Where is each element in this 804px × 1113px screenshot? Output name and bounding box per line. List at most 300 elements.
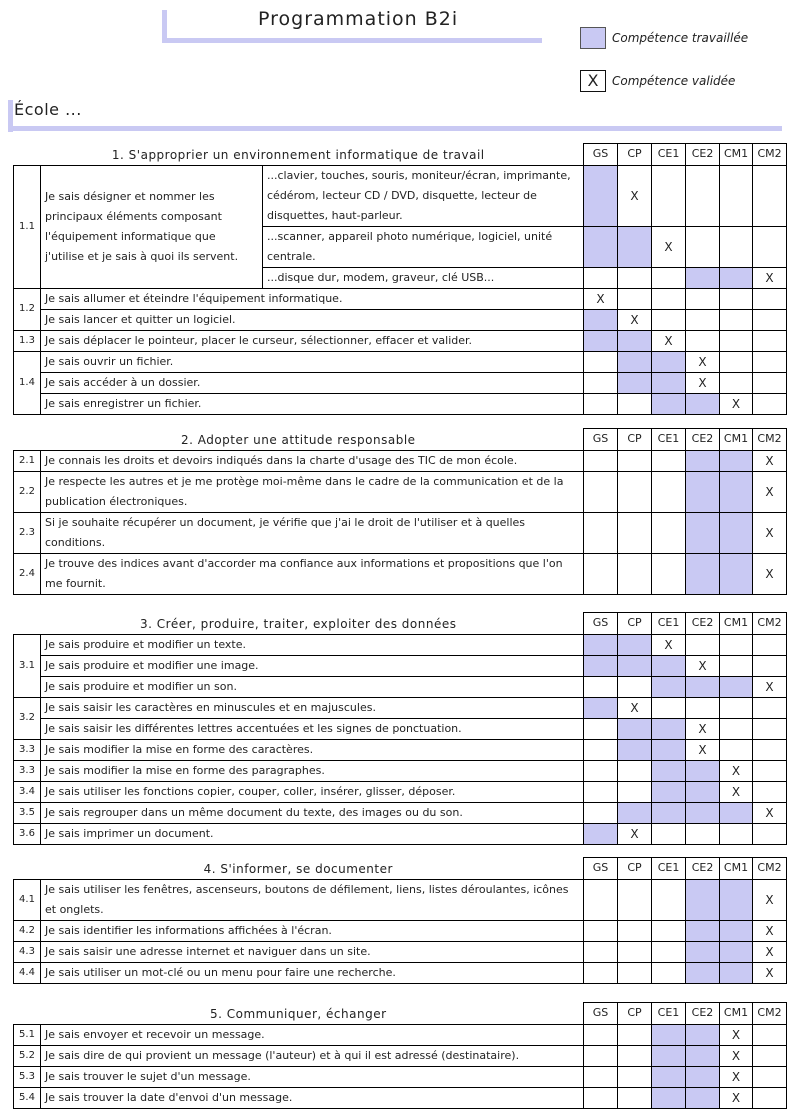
- level-cell: [584, 718, 618, 739]
- level-cell: [753, 393, 787, 414]
- level-cell: [686, 1066, 720, 1087]
- level-cell: [753, 1045, 787, 1066]
- level-cell: [618, 1024, 652, 1045]
- school-accent-horizontal: [8, 126, 782, 131]
- level-cell: [720, 879, 753, 920]
- item-text: ...disque dur, modem, graveur, clé USB...: [263, 267, 584, 288]
- item-text: Je sais trouver le sujet d'un message.: [41, 1066, 584, 1087]
- item-text: Je sais envoyer et recevoir un message.: [41, 1024, 584, 1045]
- level-cell: [720, 165, 753, 226]
- level-cell: [720, 718, 753, 739]
- level-cell: [652, 351, 686, 372]
- item-number: 2.1: [14, 450, 41, 471]
- table-row: [14, 634, 787, 655]
- level-header: CM1: [720, 144, 753, 166]
- level-cell: [753, 697, 787, 718]
- validated-mark: X: [584, 288, 618, 309]
- level-cell: [652, 553, 686, 594]
- item-text: Je sais lancer et quitter un logiciel.: [41, 309, 584, 330]
- level-cell: [618, 450, 652, 471]
- table-row: [14, 372, 787, 393]
- validated-mark: X: [753, 450, 787, 471]
- level-cell: [652, 941, 686, 962]
- level-cell: [753, 372, 787, 393]
- level-cell: [720, 226, 753, 267]
- level-cell: [584, 471, 618, 512]
- item-text: Je sais produire et modifier un texte.: [41, 634, 584, 655]
- level-cell: [618, 1045, 652, 1066]
- level-header: CM2: [753, 858, 787, 880]
- level-cell: [753, 226, 787, 267]
- level-cell: [720, 802, 753, 823]
- section-3-title: 3. Créer, produire, traiter, exploiter des données: [14, 613, 584, 635]
- level-cell: [618, 879, 652, 920]
- level-cell: [753, 1024, 787, 1045]
- level-cell: [618, 941, 652, 962]
- level-header: GS: [584, 144, 618, 166]
- level-cell: [720, 739, 753, 760]
- level-header: CE2: [686, 613, 720, 635]
- item-text: Je sais produire et modifier un son.: [41, 676, 584, 697]
- level-cell: [618, 962, 652, 983]
- table-row: [14, 1066, 787, 1087]
- table-row: [14, 823, 787, 844]
- validated-mark: X: [753, 802, 787, 823]
- table-row: [14, 471, 787, 512]
- validated-mark: X: [753, 920, 787, 941]
- level-cell: [686, 330, 720, 351]
- level-cell: [618, 267, 652, 288]
- level-cell: [753, 760, 787, 781]
- item-text: Je connais les droits et devoirs indiqués dans la charte d'usage des TIC de mon école.: [41, 450, 584, 471]
- level-cell: [652, 471, 686, 512]
- level-cell: [753, 634, 787, 655]
- level-cell: [720, 372, 753, 393]
- level-cell: [652, 962, 686, 983]
- item-text: Je sais modifier la mise en forme des caractères.: [41, 739, 584, 760]
- item-text: Je sais utiliser un mot-clé ou un menu pour faire une recherche.: [41, 962, 584, 983]
- validated-mark: X: [753, 879, 787, 920]
- level-cell: [584, 760, 618, 781]
- validated-mark: X: [720, 1066, 753, 1087]
- level-cell: [618, 351, 652, 372]
- level-cell: [720, 351, 753, 372]
- item-text: Je trouve des indices avant d'accorder ma confiance aux informations et propositions que l'on me fournit.: [41, 553, 584, 594]
- validated-mark: X: [720, 393, 753, 414]
- item-number: 1.2: [14, 288, 41, 330]
- level-cell: [753, 823, 787, 844]
- school-name: École ...: [14, 100, 82, 119]
- level-cell: [652, 309, 686, 330]
- level-cell: [686, 393, 720, 414]
- table-row: [14, 1087, 787, 1108]
- level-cell: [618, 512, 652, 553]
- table-row: [14, 450, 787, 471]
- level-cell: [686, 760, 720, 781]
- legend-worked-swatch: [580, 27, 606, 49]
- level-cell: [686, 879, 720, 920]
- level-header: CM1: [720, 858, 753, 880]
- level-header: GS: [584, 858, 618, 880]
- level-cell: [618, 781, 652, 802]
- validated-mark: X: [720, 760, 753, 781]
- legend-validated-label: Compétence validée: [612, 74, 736, 88]
- level-cell: [753, 288, 787, 309]
- table-row: [14, 920, 787, 941]
- level-cell: [584, 372, 618, 393]
- level-cell: [686, 941, 720, 962]
- item-number: 3.1: [14, 634, 41, 697]
- item-text: Je sais utiliser les fonctions copier, couper, coller, insérer, glisser, déposer.: [41, 781, 584, 802]
- level-cell: [720, 634, 753, 655]
- section-3-header-row: [14, 613, 787, 635]
- level-cell: [584, 512, 618, 553]
- level-cell: [652, 372, 686, 393]
- item-number: 2.2: [14, 471, 41, 512]
- level-cell: [753, 1087, 787, 1108]
- level-cell: [652, 802, 686, 823]
- table-row: [14, 676, 787, 697]
- level-cell: [618, 655, 652, 676]
- validated-mark: X: [686, 739, 720, 760]
- level-cell: [584, 1066, 618, 1087]
- item-text: Je sais allumer et éteindre l'équipement informatique.: [41, 288, 584, 309]
- item-text: Je sais dire de qui provient un message (l'auteur) et à qui il est adressé (destinataire).: [41, 1045, 584, 1066]
- section-2-title: 2. Adopter une attitude responsable: [14, 429, 584, 451]
- item-text: Je sais regrouper dans un même document du texte, des images ou du son.: [41, 802, 584, 823]
- level-cell: [720, 330, 753, 351]
- level-header: CM2: [753, 1003, 787, 1025]
- validated-mark: X: [720, 1024, 753, 1045]
- section-1-header-row: [14, 144, 787, 166]
- item-number: 1.4: [14, 351, 41, 414]
- validated-mark: X: [686, 351, 720, 372]
- level-cell: [618, 718, 652, 739]
- item-text: Je sais produire et modifier une image.: [41, 655, 584, 676]
- level-cell: [720, 471, 753, 512]
- item-number: 4.3: [14, 941, 41, 962]
- item-number: 1.1: [14, 165, 41, 288]
- table-row: [14, 655, 787, 676]
- item-text: ...clavier, touches, souris, moniteur/écran, imprimante, cédérom, lecteur CD / DVD, disquette, lecteur de disquettes, haut-parleur.: [263, 165, 584, 226]
- validated-mark: X: [753, 941, 787, 962]
- item-number: 5.3: [14, 1066, 41, 1087]
- level-cell: [686, 1087, 720, 1108]
- level-cell: [652, 739, 686, 760]
- table-row: [14, 1045, 787, 1066]
- level-cell: [618, 226, 652, 267]
- section-4-table: [13, 857, 787, 984]
- item-number: 5.1: [14, 1024, 41, 1045]
- level-cell: [584, 920, 618, 941]
- item-text: Je sais imprimer un document.: [41, 823, 584, 844]
- section-5-title: 5. Communiquer, échanger: [14, 1003, 584, 1025]
- level-header: CP: [618, 144, 652, 166]
- level-cell: [652, 697, 686, 718]
- level-header: CE1: [652, 613, 686, 635]
- level-cell: [618, 1066, 652, 1087]
- item-description: Je sais désigner et nommer les principaux éléments composant l'équipement informatique que j'utilise et je sais à quoi ils servent.: [41, 165, 263, 288]
- item-number: 3.5: [14, 802, 41, 823]
- level-cell: [686, 288, 720, 309]
- validated-mark: X: [686, 718, 720, 739]
- level-header: CP: [618, 858, 652, 880]
- table-row: [14, 1024, 787, 1045]
- item-number: 3.6: [14, 823, 41, 844]
- level-cell: [584, 634, 618, 655]
- level-header: CM2: [753, 613, 787, 635]
- item-text: Je sais déplacer le pointeur, placer le curseur, sélectionner, effacer et valider.: [41, 330, 584, 351]
- item-text: Si je souhaite récupérer un document, je vérifie que j'ai le droit de l'utiliser et à quelles conditions.: [41, 512, 584, 553]
- level-cell: [652, 450, 686, 471]
- level-cell: [652, 267, 686, 288]
- level-cell: [720, 920, 753, 941]
- level-cell: [686, 823, 720, 844]
- level-cell: [686, 450, 720, 471]
- level-cell: [753, 309, 787, 330]
- level-cell: [618, 920, 652, 941]
- section-3-table: [13, 612, 787, 845]
- item-number: 4.1: [14, 879, 41, 920]
- item-number: 3.2: [14, 697, 41, 739]
- table-row: [14, 781, 787, 802]
- item-number: 3.3: [14, 739, 41, 760]
- level-cell: [686, 309, 720, 330]
- table-row: [14, 393, 787, 414]
- level-cell: [584, 267, 618, 288]
- level-header: GS: [584, 1003, 618, 1025]
- level-cell: [686, 634, 720, 655]
- level-header: CE1: [652, 429, 686, 451]
- level-cell: [753, 165, 787, 226]
- level-cell: [652, 879, 686, 920]
- level-cell: [584, 309, 618, 330]
- level-header: CE2: [686, 429, 720, 451]
- validated-mark: X: [720, 781, 753, 802]
- validated-mark: X: [652, 226, 686, 267]
- level-cell: [618, 634, 652, 655]
- level-cell: [584, 676, 618, 697]
- table-row: [14, 330, 787, 351]
- level-cell: [720, 941, 753, 962]
- level-cell: [652, 676, 686, 697]
- validated-mark: X: [652, 330, 686, 351]
- level-cell: [652, 165, 686, 226]
- level-cell: [686, 226, 720, 267]
- validated-mark: X: [720, 1087, 753, 1108]
- validated-mark: X: [686, 655, 720, 676]
- level-header: GS: [584, 429, 618, 451]
- table-row: [14, 512, 787, 553]
- legend-worked-label: Compétence travaillée: [612, 31, 749, 45]
- level-cell: [753, 655, 787, 676]
- validated-mark: X: [618, 309, 652, 330]
- item-text: Je sais accéder à un dossier.: [41, 372, 584, 393]
- level-cell: [618, 330, 652, 351]
- table-row: [14, 309, 787, 330]
- level-cell: [584, 697, 618, 718]
- validated-mark: X: [652, 634, 686, 655]
- table-row: [14, 879, 787, 920]
- level-header: CM1: [720, 613, 753, 635]
- level-cell: [584, 781, 618, 802]
- validated-mark: X: [618, 697, 652, 718]
- validated-mark: X: [686, 372, 720, 393]
- level-header: CM1: [720, 429, 753, 451]
- item-text: Je sais modifier la mise en forme des paragraphes.: [41, 760, 584, 781]
- validated-mark: X: [720, 1045, 753, 1066]
- level-header: CP: [618, 429, 652, 451]
- level-cell: [652, 1066, 686, 1087]
- table-row: [14, 802, 787, 823]
- level-cell: [584, 879, 618, 920]
- level-cell: [584, 330, 618, 351]
- level-cell: [618, 288, 652, 309]
- validated-mark: X: [618, 823, 652, 844]
- level-cell: [720, 823, 753, 844]
- level-cell: [720, 450, 753, 471]
- item-number: 2.3: [14, 512, 41, 553]
- section-4-title: 4. S'informer, se documenter: [14, 858, 584, 880]
- level-cell: [584, 1045, 618, 1066]
- level-cell: [686, 781, 720, 802]
- validated-mark: X: [618, 165, 652, 226]
- item-number: 5.4: [14, 1087, 41, 1108]
- level-header: CP: [618, 613, 652, 635]
- level-cell: [618, 471, 652, 512]
- validated-mark: X: [753, 553, 787, 594]
- level-cell: [686, 267, 720, 288]
- level-cell: [686, 165, 720, 226]
- section-2-table: [13, 428, 787, 595]
- level-cell: [618, 739, 652, 760]
- level-cell: [720, 309, 753, 330]
- level-cell: [686, 1045, 720, 1066]
- title-accent-horizontal: [162, 38, 542, 43]
- level-cell: [686, 512, 720, 553]
- level-cell: [686, 471, 720, 512]
- level-cell: [618, 1087, 652, 1108]
- level-cell: [584, 802, 618, 823]
- table-row: [14, 941, 787, 962]
- level-cell: [652, 718, 686, 739]
- item-number: 1.3: [14, 330, 41, 351]
- level-cell: [652, 393, 686, 414]
- level-cell: [652, 1045, 686, 1066]
- level-header: CP: [618, 1003, 652, 1025]
- table-row: [14, 351, 787, 372]
- level-cell: [652, 1024, 686, 1045]
- section-4-header-row: [14, 858, 787, 880]
- level-header: CE2: [686, 858, 720, 880]
- level-header: CE1: [652, 144, 686, 166]
- level-cell: [686, 676, 720, 697]
- level-cell: [584, 655, 618, 676]
- level-cell: [652, 823, 686, 844]
- level-cell: [584, 165, 618, 226]
- level-header: CE1: [652, 858, 686, 880]
- section-2-header-row: [14, 429, 787, 451]
- level-cell: [618, 372, 652, 393]
- level-cell: [652, 288, 686, 309]
- level-cell: [753, 330, 787, 351]
- level-header: CM1: [720, 1003, 753, 1025]
- section-5-table: [13, 1002, 787, 1109]
- level-cell: [720, 512, 753, 553]
- level-cell: [686, 920, 720, 941]
- level-cell: [686, 962, 720, 983]
- level-cell: [720, 676, 753, 697]
- level-cell: [618, 802, 652, 823]
- item-number: 3.4: [14, 781, 41, 802]
- level-cell: [584, 962, 618, 983]
- level-header: CE1: [652, 1003, 686, 1025]
- level-header: GS: [584, 613, 618, 635]
- level-cell: [753, 781, 787, 802]
- level-cell: [720, 962, 753, 983]
- level-header: CM2: [753, 144, 787, 166]
- level-cell: [686, 802, 720, 823]
- item-number: 3.3: [14, 760, 41, 781]
- item-number: 5.2: [14, 1045, 41, 1066]
- item-text: Je sais saisir une adresse internet et naviguer dans un site.: [41, 941, 584, 962]
- level-cell: [618, 393, 652, 414]
- level-cell: [618, 676, 652, 697]
- table-row: [14, 165, 787, 226]
- section-1-title: 1. S'approprier un environnement informatique de travail: [14, 144, 584, 166]
- level-cell: [720, 288, 753, 309]
- level-cell: [584, 1024, 618, 1045]
- level-cell: [720, 655, 753, 676]
- level-cell: [686, 1024, 720, 1045]
- level-cell: [584, 941, 618, 962]
- section-1-table: [13, 143, 787, 415]
- level-cell: [584, 1087, 618, 1108]
- item-text: Je sais identifier les informations affichées à l'écran.: [41, 920, 584, 941]
- validated-mark: X: [753, 676, 787, 697]
- section-5-header-row: [14, 1003, 787, 1025]
- validated-mark: X: [753, 512, 787, 553]
- item-text: ...scanner, appareil photo numérique, logiciel, unité centrale.: [263, 226, 584, 267]
- validated-mark: X: [753, 471, 787, 512]
- level-cell: [584, 450, 618, 471]
- level-header: CM2: [753, 429, 787, 451]
- level-cell: [753, 351, 787, 372]
- level-cell: [584, 739, 618, 760]
- page-title: Programmation B2i: [258, 8, 459, 30]
- validated-mark: X: [753, 962, 787, 983]
- table-row: [14, 288, 787, 309]
- level-cell: [584, 351, 618, 372]
- table-row: [14, 739, 787, 760]
- level-cell: [652, 655, 686, 676]
- legend-validated-swatch: X: [580, 70, 606, 92]
- item-text: Je respecte les autres et je me protège moi-même dans le cadre de la communication et de la publication électroniques.: [41, 471, 584, 512]
- level-cell: [584, 226, 618, 267]
- level-cell: [753, 1066, 787, 1087]
- item-number: 4.2: [14, 920, 41, 941]
- item-text: Je sais trouver la date d'envoi d'un message.: [41, 1087, 584, 1108]
- level-cell: [720, 697, 753, 718]
- level-cell: [686, 697, 720, 718]
- level-header: CE2: [686, 144, 720, 166]
- table-row: [14, 962, 787, 983]
- level-cell: [652, 512, 686, 553]
- level-cell: [753, 739, 787, 760]
- level-cell: [584, 393, 618, 414]
- item-text: Je sais enregistrer un fichier.: [41, 393, 584, 414]
- table-row: [14, 760, 787, 781]
